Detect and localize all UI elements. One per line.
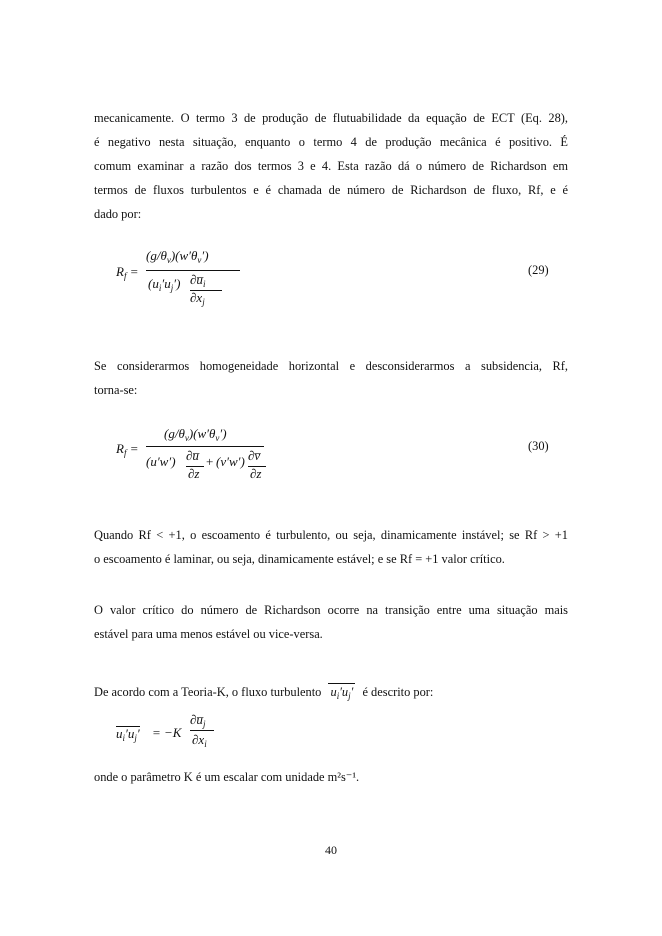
paragraph-3 [94, 523, 568, 571]
text-line: o escoamento é laminar, ou seja, dinamicamente estável; e se Rf = +1 valor crítico. [94, 552, 505, 566]
inline-flux-term: $u_i'u_j'$ [330, 685, 354, 701]
text-line: é negativo nesta situação, enquanto o termo 4 de produção mecânica é positivo. É [94, 135, 568, 149]
text-line: O valor crítico do número de Richardson ocorre na transição entre uma situação mais [94, 603, 568, 617]
equation-k-theory: $u_i'u_j'$ = −K $\partial u̅_j$ $\partial x_i$ [116, 712, 236, 760]
text-line: Se considerarmos homogeneidade horizontal e desconsiderarmos a subsidencia, Rf, [94, 359, 568, 373]
page-number: 40 [325, 843, 337, 857]
text-line: estável para uma menos estável ou vice-versa. [94, 627, 323, 641]
equation-30: $R_f$ = $(g/\theta_v)(w'\theta_v')$ (u′w′) ∂u̅ ∂z + (v′w′) ∂v̅ ∂z [116, 424, 266, 488]
text-prefix: De acordo com a Teoria-K, o fluxo turbulento [94, 685, 322, 699]
equation-number: (30) [528, 439, 549, 453]
equation-29: $R_f$ = $(g/\theta_v)(w'\theta_v')$ $(u_i'u_j')$ $\partial u̅_i$ $\partial x_j$ [116, 244, 246, 314]
text-line: mecanicamente. O termo 3 de produção de flutuabilidade da equação de ECT (Eq. 28), [94, 111, 568, 125]
text-line: Quando Rf < +1, o escoamento é turbulento, ou seja, dinamicamente instável; se Rf > +1 [94, 528, 568, 542]
paragraph-5 [94, 680, 568, 704]
text-line: onde o parâmetro K é um escalar com unidade m²s⁻¹. [94, 770, 360, 784]
text-line: termos de fluxos turbulentos e é chamada de número de Richardson de fluxo, Rf, e é [94, 183, 568, 197]
text-line: torna-se: [94, 383, 138, 397]
text-line: comum examinar a razão dos termos 3 e 4. Esta razão dá o número de Richardson em [94, 159, 568, 173]
paragraph-2 [94, 354, 568, 402]
paragraph-4 [94, 598, 568, 646]
text-suffix: é descrito por: [362, 685, 434, 699]
equation-number: (29) [528, 263, 549, 277]
paragraph-6 [94, 765, 568, 789]
paragraph-1 [94, 106, 568, 226]
text-line: dado por: [94, 207, 142, 221]
